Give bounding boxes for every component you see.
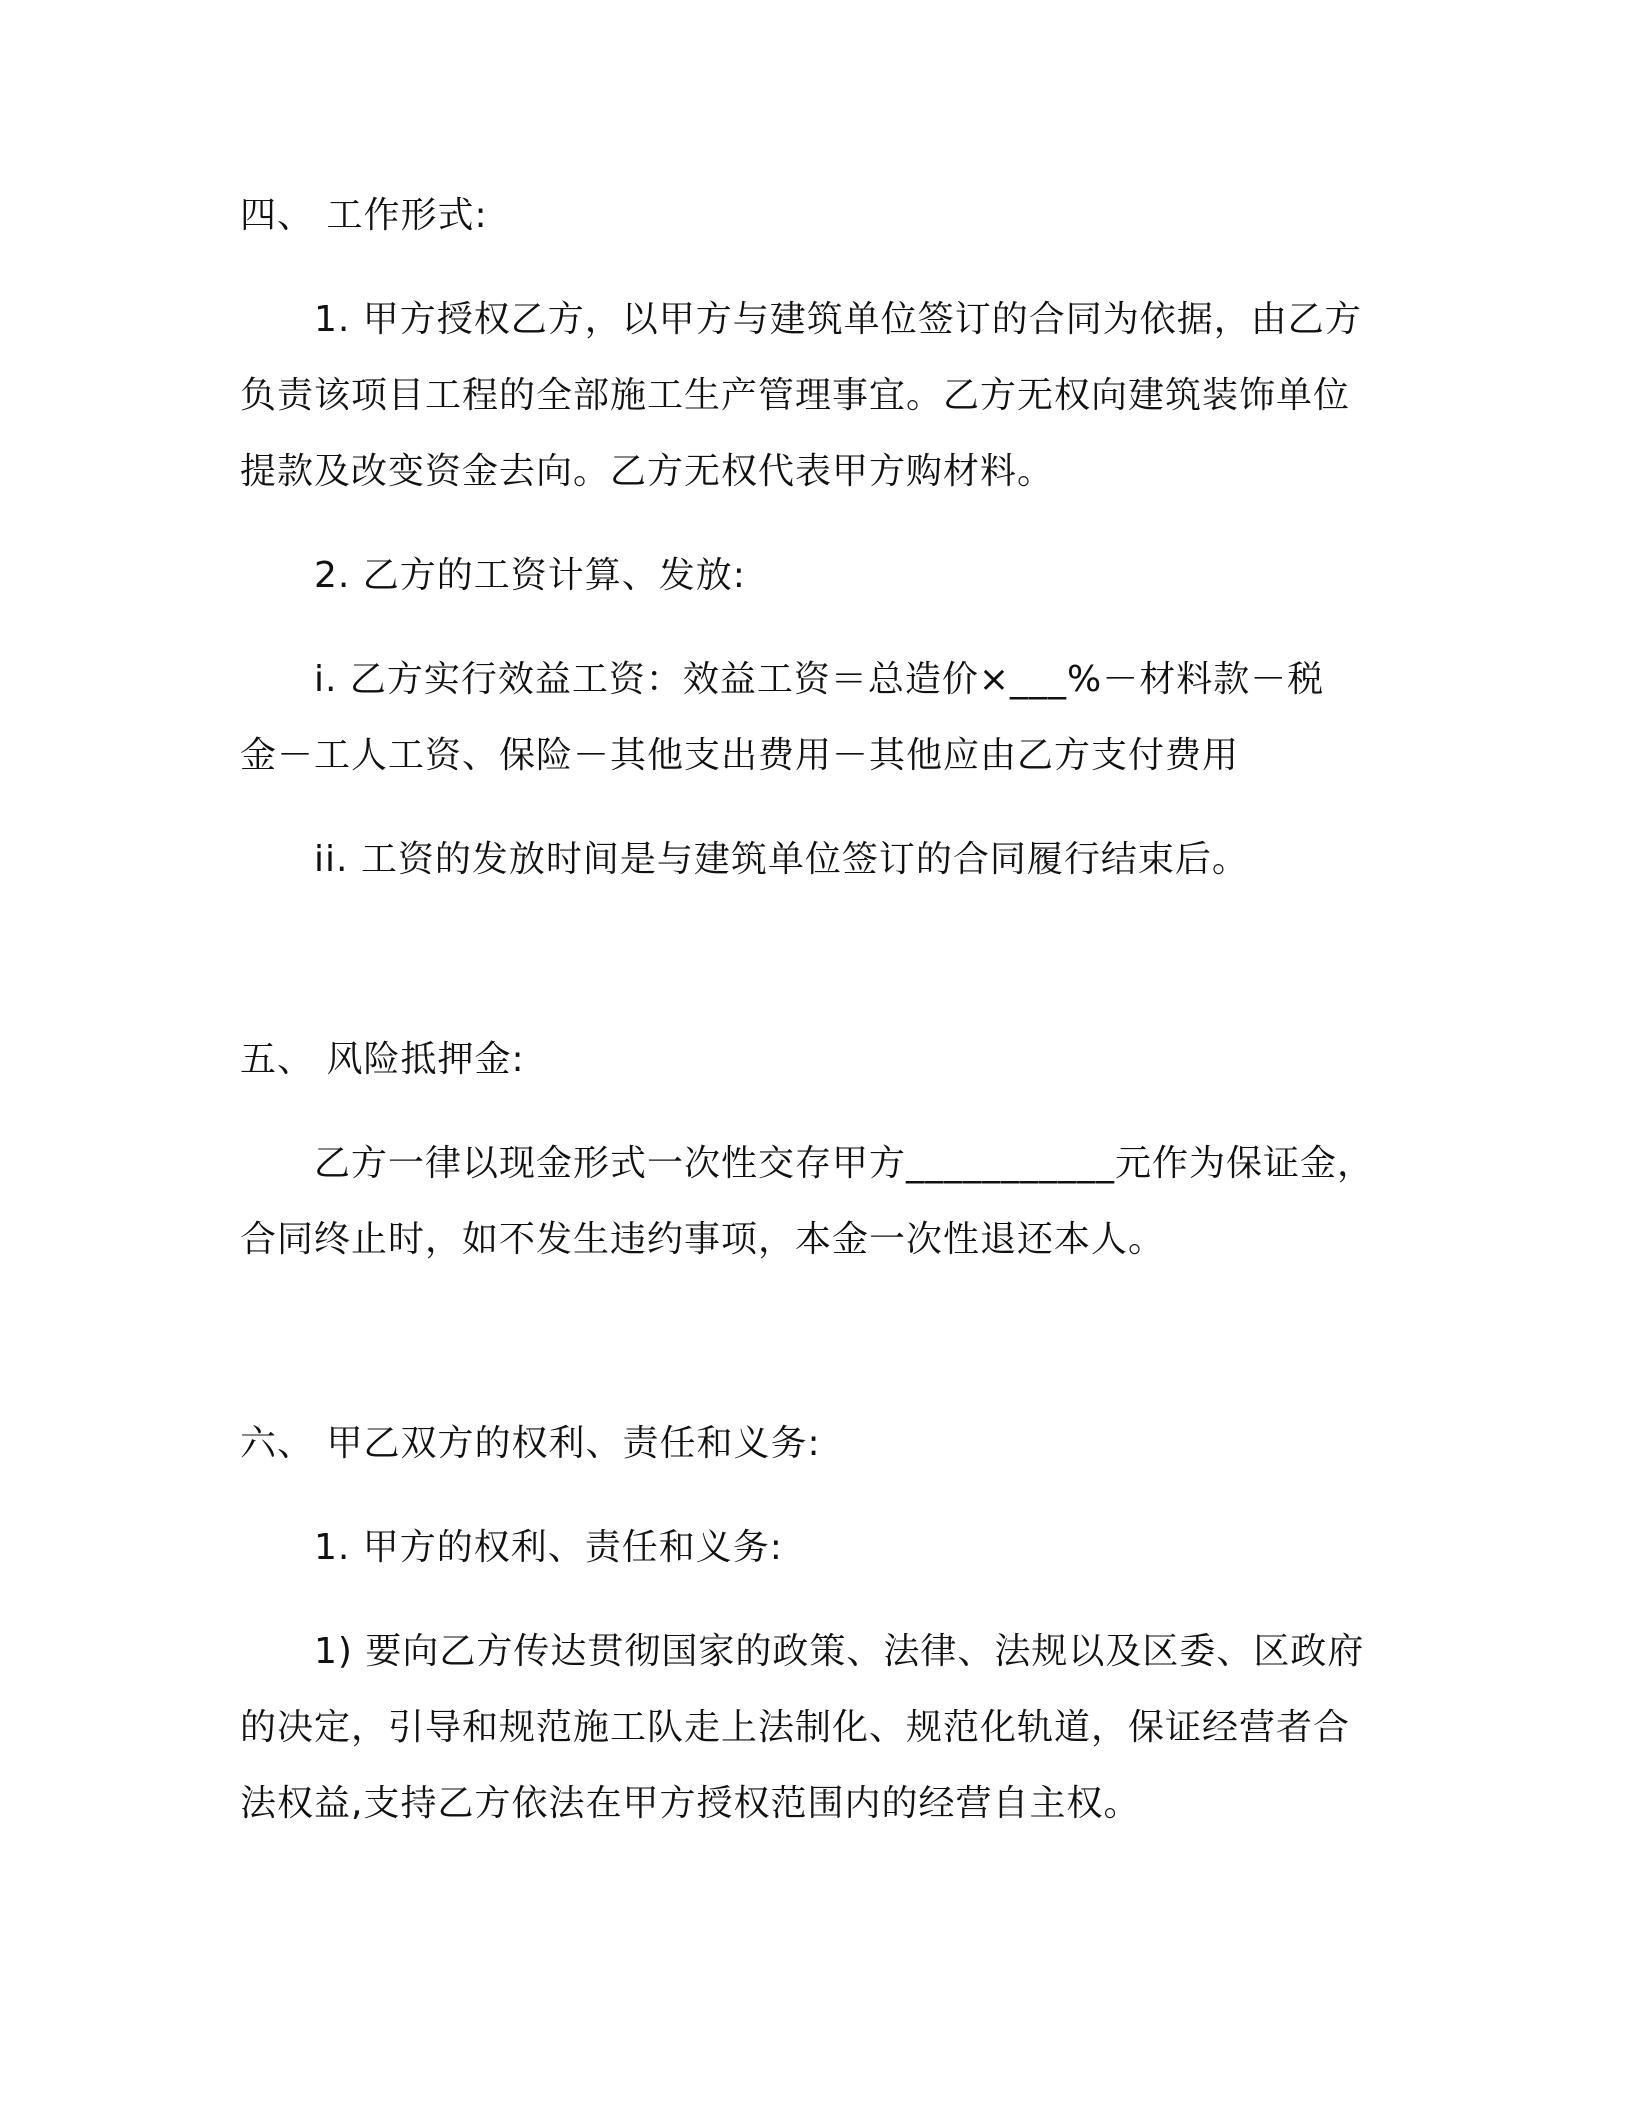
paragraph-line: i. 乙方实行效益工资：效益工资＝总造价×___%－材料款－税: [314, 659, 1325, 700]
paragraph-line: 1. 甲方的权利、责任和义务:: [314, 1527, 783, 1568]
paragraph-line: 金－工人工资、保险－其他支出费用－其他应由乙方支付费用: [240, 735, 1240, 776]
paragraph-line: 合同终止时，如不发生违约事项，本金一次性退还本人。: [240, 1219, 1166, 1260]
paragraph-line: 乙方一律以现金形式一次性交存甲方___________元作为保证金，: [314, 1143, 1375, 1184]
paragraph-line: 提款及改变资金去向。乙方无权代表甲方购材料。: [240, 451, 1055, 492]
paragraph-line: 1) 要向乙方传达贯彻国家的政策、法律、法规以及区委、区政府: [314, 1631, 1365, 1672]
paragraph-line: ii. 工资的发放时间是与建筑单位签订的合同履行结束后。: [314, 839, 1249, 880]
paragraph-line: 2. 乙方的工资计算、发放:: [314, 555, 746, 596]
section-heading-5: 五、 风险抵押金:: [240, 1039, 525, 1080]
paragraph-line: 的决定，引导和规范施工队走上法制化、规范化轨道，保证经营者合: [240, 1707, 1351, 1748]
paragraph-line: 1. 甲方授权乙方，以甲方与建筑单位签订的合同为依据，由乙方: [314, 299, 1362, 340]
section-heading-6: 六、 甲乙双方的权利、责任和义务:: [240, 1423, 821, 1464]
paragraph-line: 法权益,支持乙方依法在甲方授权范围内的经营自主权。: [240, 1783, 1141, 1824]
paragraph-line: 负责该项目工程的全部施工生产管理事宜。乙方无权向建筑装饰单位: [240, 375, 1351, 416]
section-heading-4: 四、 工作形式:: [240, 195, 488, 236]
